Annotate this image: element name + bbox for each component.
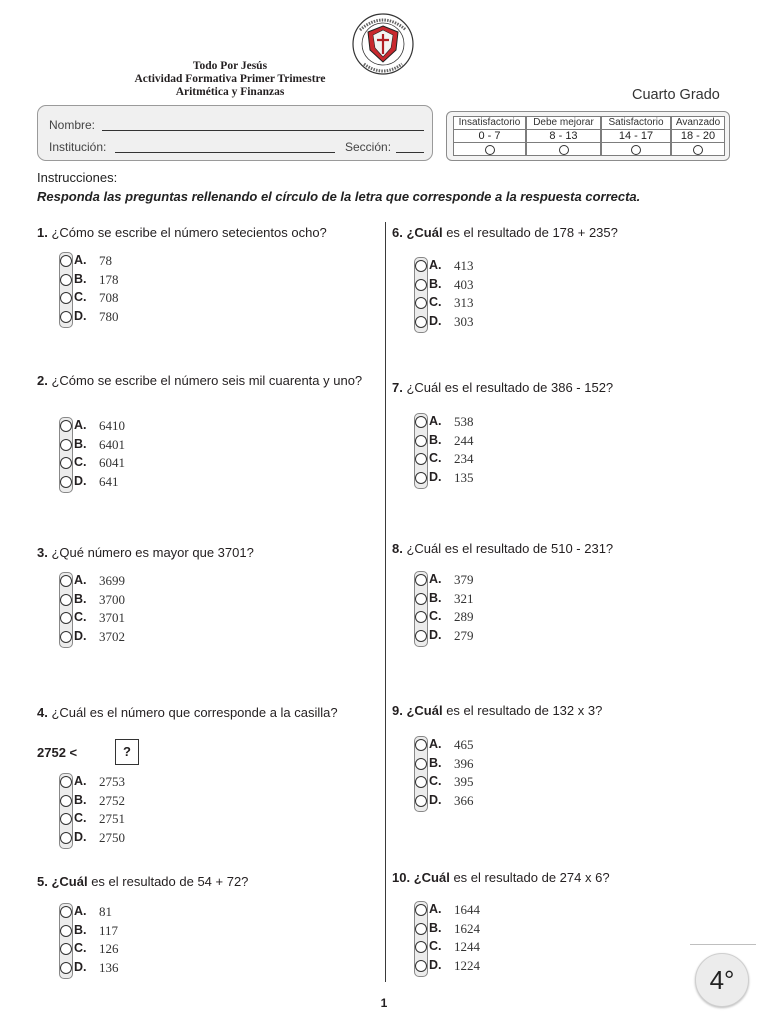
option-letter: C. [429, 295, 442, 309]
question-number: 2. [37, 373, 48, 388]
answer-bubble[interactable] [60, 962, 72, 974]
answer-bubble[interactable] [415, 758, 427, 770]
question-keyword: ¿Cuál [51, 874, 88, 889]
answer-bubble[interactable] [60, 943, 72, 955]
grade-badge: 4° [695, 953, 749, 1007]
school-seal-logo [340, 12, 426, 78]
question-keyword: ¿Cuál [406, 703, 443, 718]
answer-bubble[interactable] [415, 776, 427, 788]
score-range: 18 - 20 [672, 130, 724, 143]
question-4 [37, 705, 347, 721]
option-value: 366 [454, 792, 474, 808]
column-divider [385, 222, 386, 982]
option-value: 3702 [99, 628, 125, 644]
instructions-heading: Instrucciones: [37, 170, 118, 185]
question-number: 5. [37, 874, 48, 889]
option-value: 465 [454, 737, 474, 752]
option-value: 2751 [99, 811, 125, 826]
option-letter: D. [74, 959, 87, 974]
option-value: 6410 [99, 418, 125, 433]
option-letter: C. [74, 811, 87, 825]
score-rubric [446, 111, 730, 161]
option-letter: A. [74, 573, 87, 587]
option-value: 1644 [454, 902, 480, 917]
answer-bubble[interactable] [60, 439, 72, 451]
option-letter: B. [74, 591, 87, 606]
answer-bubble[interactable] [415, 260, 427, 272]
answer-bubble[interactable] [60, 420, 72, 432]
answer-bubble[interactable] [415, 453, 427, 465]
option-value: 2750 [99, 829, 125, 845]
answer-bubble[interactable] [60, 274, 72, 286]
option-letter: C. [429, 774, 442, 788]
question-2 [37, 373, 377, 389]
option-letter: C. [74, 610, 87, 624]
option-value: 379 [454, 572, 474, 587]
answer-bubble[interactable] [60, 925, 72, 937]
question-text: es el resultado de 178 + 235? [442, 225, 618, 240]
option-value: 395 [454, 774, 474, 789]
answer-bubble[interactable] [415, 416, 427, 428]
answer-bubble[interactable] [415, 923, 427, 935]
grade-label: Cuarto Grado [632, 87, 720, 103]
student-info-box [37, 105, 433, 161]
option-value: 126 [99, 941, 119, 956]
answer-bubble[interactable] [415, 795, 427, 807]
option-value: 1224 [454, 957, 480, 973]
answer-bubble[interactable] [415, 297, 427, 309]
question-number: 8. [392, 541, 403, 556]
question-8 [392, 541, 732, 557]
score-bubble[interactable] [631, 145, 641, 155]
option-value: 136 [99, 959, 119, 975]
question-text: es el resultado de 274 x 6? [449, 870, 610, 885]
option-value: 279 [454, 627, 474, 643]
option-value: 403 [454, 276, 474, 292]
score-column [526, 116, 601, 156]
option-letter: B. [429, 432, 442, 447]
option-letter: C. [74, 941, 87, 955]
option-letter: B. [74, 922, 87, 937]
header-line-3: Aritmética y Finanzas [175, 86, 285, 98]
header-line-2: Actividad Formativa Primer Trimestre [134, 73, 326, 85]
question-number: 10. [392, 870, 411, 885]
option-letter: A. [429, 572, 442, 586]
option-letter: C. [429, 939, 442, 953]
option-value: 641 [99, 473, 119, 489]
option-letter: A. [74, 253, 87, 267]
answer-bubble[interactable] [60, 813, 72, 825]
answer-bubble[interactable] [60, 292, 72, 304]
answer-bubble[interactable] [415, 960, 427, 972]
option-value: 538 [454, 414, 474, 429]
answer-bubble[interactable] [415, 611, 427, 623]
answer-bubble[interactable] [60, 776, 72, 788]
option-letter: A. [429, 737, 442, 751]
answer-bubble[interactable] [60, 311, 72, 323]
score-range: 8 - 13 [527, 130, 600, 143]
badge-divider [690, 944, 756, 945]
question-3 [37, 545, 377, 561]
option-letter: B. [429, 590, 442, 605]
option-letter: D. [74, 473, 87, 488]
option-value: 6041 [99, 455, 125, 470]
option-letter: B. [429, 276, 442, 291]
question-6 [392, 225, 732, 241]
answer-bubble[interactable] [60, 631, 72, 643]
answer-bubble[interactable] [415, 472, 427, 484]
option-letter: B. [74, 436, 87, 451]
answer-bubble[interactable] [60, 906, 72, 918]
question-text: ¿Cómo se escribe el número setecientos ocho? [51, 225, 327, 240]
answer-bubble[interactable] [415, 593, 427, 605]
answer-bubble[interactable] [415, 279, 427, 291]
score-bubble[interactable] [559, 145, 569, 155]
question-keyword: ¿Cuál [413, 870, 450, 885]
option-value: 413 [454, 258, 474, 273]
option-letter: C. [74, 455, 87, 469]
question-number: 9. [392, 703, 403, 718]
question-number: 3. [37, 545, 48, 560]
question-number: 1. [37, 225, 48, 240]
option-letter: A. [429, 902, 442, 916]
answer-bubble[interactable] [60, 575, 72, 587]
option-letter: A. [429, 414, 442, 428]
option-value: 780 [99, 308, 119, 324]
option-value: 81 [99, 904, 112, 919]
option-value: 117 [99, 922, 119, 938]
instructions-text: Responda las preguntas rellenando el círculo de la letra que corresponde a la respuesta correcta. [37, 189, 641, 204]
option-value: 303 [454, 313, 474, 329]
question-text: ¿Cómo se escribe el número seis mil cuarenta y uno? [51, 373, 363, 388]
question-text: ¿Cuál es el resultado de 510 - 231? [406, 541, 614, 556]
question-keyword: ¿Cuál [406, 225, 443, 240]
question-number: 7. [392, 380, 403, 395]
option-letter: D. [74, 628, 87, 643]
option-letter: D. [74, 308, 87, 323]
option-value: 313 [454, 295, 474, 310]
option-letter: C. [74, 290, 87, 304]
section-label: Sección: [345, 140, 392, 154]
question-5 [37, 874, 377, 890]
answer-bubble[interactable] [415, 316, 427, 328]
name-label: Nombre: [49, 118, 96, 132]
score-level-label: Avanzado [672, 117, 724, 130]
score-bubble[interactable] [693, 145, 703, 155]
score-column [601, 116, 671, 156]
question-1 [37, 225, 377, 241]
score-column [671, 116, 725, 156]
score-column [453, 116, 526, 156]
option-letter: D. [429, 957, 442, 972]
option-letter: C. [429, 451, 442, 465]
question-text: es el resultado de 54 + 72? [87, 874, 249, 889]
option-letter: D. [74, 829, 87, 844]
document-header [100, 60, 360, 99]
answer-bubble[interactable] [415, 435, 427, 447]
option-value: 234 [454, 451, 474, 466]
option-value: 396 [454, 755, 474, 771]
option-value: 78 [99, 253, 112, 268]
option-value: 2753 [99, 774, 125, 789]
option-value: 289 [454, 609, 474, 624]
option-letter: B. [74, 271, 87, 286]
option-letter: C. [429, 609, 442, 623]
question-text: ¿Qué número es mayor que 3701? [51, 545, 254, 560]
question-text: ¿Cuál es el resultado de 386 - 152? [406, 380, 614, 395]
question-text: es el resultado de 132 x 3? [442, 703, 603, 718]
score-level-label: Satisfactorio [602, 117, 670, 130]
option-value: 708 [99, 290, 119, 305]
section-field[interactable] [396, 152, 424, 153]
option-letter: A. [74, 418, 87, 432]
option-letter: B. [429, 755, 442, 770]
answer-bubble[interactable] [60, 612, 72, 624]
option-value: 3699 [99, 573, 125, 588]
answer-bubble[interactable] [60, 457, 72, 469]
option-value: 6401 [99, 436, 125, 452]
inequality-expression: 2752 < [37, 745, 78, 760]
option-value: 178 [99, 271, 119, 287]
institution-label: Institución: [49, 140, 107, 154]
page-number: 1 [380, 996, 388, 1010]
score-level-label: Insatisfactorio [454, 117, 525, 130]
answer-bubble[interactable] [60, 476, 72, 488]
answer-bubble[interactable] [60, 594, 72, 606]
question-7 [392, 380, 732, 396]
option-value: 2752 [99, 792, 125, 808]
question-number: 4. [37, 705, 48, 720]
option-letter: B. [429, 920, 442, 935]
question-10 [392, 870, 732, 886]
answer-bubble[interactable] [60, 832, 72, 844]
question-number: 6. [392, 225, 403, 240]
score-range: 14 - 17 [602, 130, 670, 143]
option-value: 135 [454, 469, 474, 485]
score-range: 0 - 7 [454, 130, 525, 143]
question-text: ¿Cuál es el número que corresponde a la casilla? [51, 705, 338, 720]
option-letter: A. [74, 904, 87, 918]
score-level-label: Debe mejorar [527, 117, 600, 130]
institution-field[interactable] [115, 152, 335, 153]
header-line-1: Todo Por Jesús [192, 60, 268, 72]
option-letter: D. [429, 792, 442, 807]
question-9 [392, 703, 732, 719]
option-value: 321 [454, 590, 474, 606]
option-value: 244 [454, 432, 474, 448]
option-letter: D. [429, 469, 442, 484]
option-letter: B. [74, 792, 87, 807]
answer-bubble[interactable] [415, 630, 427, 642]
name-field[interactable] [102, 130, 424, 131]
missing-number-box: ? [115, 739, 139, 765]
answer-bubble[interactable] [415, 941, 427, 953]
score-bubble[interactable] [485, 145, 495, 155]
answer-bubble[interactable] [60, 795, 72, 807]
option-letter: D. [429, 313, 442, 328]
option-value: 3701 [99, 610, 125, 625]
answer-bubble[interactable] [415, 739, 427, 751]
option-value: 3700 [99, 591, 125, 607]
option-value: 1624 [454, 920, 480, 936]
option-letter: D. [429, 627, 442, 642]
option-letter: A. [429, 258, 442, 272]
answer-bubble[interactable] [415, 574, 427, 586]
option-value: 1244 [454, 939, 480, 954]
answer-bubble[interactable] [415, 904, 427, 916]
answer-bubble[interactable] [60, 255, 72, 267]
option-letter: A. [74, 774, 87, 788]
